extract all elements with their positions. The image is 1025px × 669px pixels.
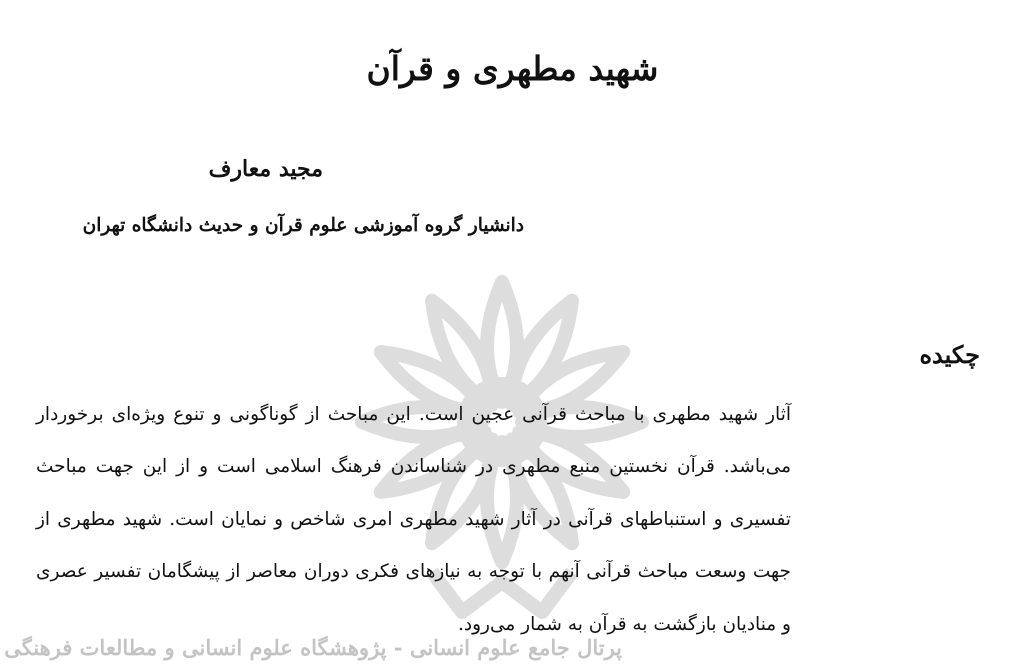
watermark-stamp-text: پرتال جامع علوم انسانی - پژوهشگاه علوم انسانی و مطالعات فرهنگی — [4, 635, 622, 660]
abstract-heading: چکیده — [919, 339, 980, 369]
abstract-body: آثار شهید مطهری با مباحث قرآنی عجین است. این مباحث از گوناگونی و تنوع ویژه‌ای برخوردار می‌باشد. قرآن نخستین منبع مطهری در شناساندن فرهنگ اسلامی است و از این جهت مباحث تفسیری و استنباطهای قرآنی در آثار شهید مطهری امری شاخص و نمایان است. شهید مطهری از جهت وسعت مباحث قرآنی آنهم با توجه به نیازهای فکری دوران معاصر از پیشگامان تفسیر عصری و منادیان بازگشت به قرآن به شمار می‌رود. — [36, 403, 792, 635]
author-affiliation: دانشیار گروه آموزشی علوم قرآن و حدیث دانشگاه تهران — [82, 215, 524, 236]
author-name: مجید معارف — [208, 156, 323, 182]
paper-title: شهید مطهری و قرآن — [366, 49, 659, 89]
